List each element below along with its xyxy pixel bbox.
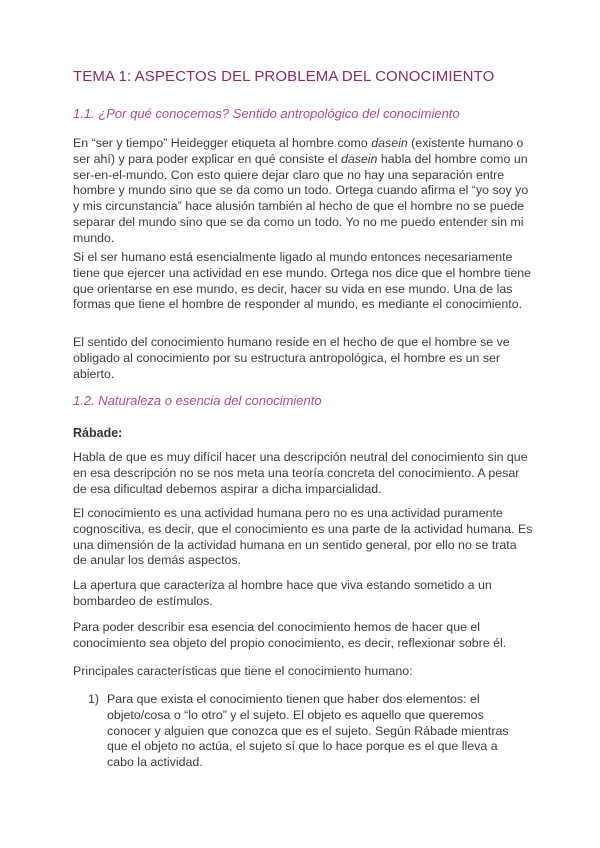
- paragraph-1: [73, 136, 533, 247]
- document-title: TEMA 1: ASPECTOS DEL PROBLEMA DEL CONOCIMIENTO: [73, 68, 495, 85]
- paragraph-2: Si el ser humano está esencialmente ligado al mundo entonces necesariamente tiene que ejercer una actividad en ese mundo. Ortega nos dice que el hombre tiene que orientarse en ese mundo, es decir, hacer su vida en ese mundo. Una de las formas que tiene el hombre de responder al mundo, es mediante el conocimiento.: [73, 250, 532, 312]
- p1-text-a: En “ser y tiempo” Heidegger etiqueta al hombre como: [73, 136, 372, 150]
- list-item: [88, 692, 533, 772]
- p1-text-c: (existente humano o ser ahí) y para poder explicar en qué consiste el: [73, 136, 524, 166]
- paragraph-6: La apertura que caracteriza al hombre hace que viva estando sometido a un bombardeo de estímulos.: [73, 578, 492, 608]
- paragraph-8: Principales características que tiene el conocimiento humano:: [73, 664, 413, 678]
- section-1-heading: [73, 106, 460, 121]
- p1-dasein-2: dasein: [340, 151, 378, 166]
- paragraph-7: Para poder describir esa esencia del conocimiento hemos de hacer que el conocimiento sea objeto del propio conocimiento, es decir, reflexionar sobre él.: [73, 620, 507, 650]
- p1-text-e: habla del hombre como un ser-en-el-mundo. Con esto quiere dejar claro que no hay una separación entre hombre y mundo sino que se da como un todo. Ortega cuando afirma el “yo soy yo y mis circunstancia” hace alusión también al hecho de que el hombre no se puede separar del mundo sino que se da como un todo. Yo no me puedo entender sin mi mundo.: [73, 151, 529, 245]
- rabade-heading: Rábade:: [73, 426, 123, 440]
- paragraph-4: Habla de que es muy difícil hacer una descripción neutral del conocimiento sin que en esa descripción no se nos meta una teoría concreta del conocimiento. A pesar de esa dificultad debemos aspirar a dicha imparcialidad.: [73, 450, 528, 496]
- p1-dasein-1: dasein: [371, 136, 408, 150]
- paragraph-5: El conocimiento es una actividad humana pero no es una actividad puramente cognoscitiva, es decir, que el conocimiento es una parte de la actividad humana. Es una dimensión de la actividad humana en un sentido general, por ello no se trata de anular los demás aspectos.: [73, 506, 533, 568]
- section-2-heading: [73, 393, 322, 408]
- section-2-number: 1.2.: [73, 393, 95, 408]
- section-1-number: 1.1.: [73, 106, 95, 121]
- section-2-title: Naturaleza o esencia del conocimiento: [94, 393, 322, 408]
- list-item-text: Para que exista el conocimiento tienen que haber dos elementos: el objeto/cosa o “lo otro” y el sujeto. El objeto es aquello que queremos conocer y alguien que conozca que es el sujeto. Según Rábade mientras que el objeto no actúa, el sujeto sí que lo hace porque es el que lleva a cabo la actividad.: [107, 692, 509, 770]
- list-item-marker: 1): [88, 692, 100, 706]
- section-1-title: ¿Por qué conocemos? Sentido antropológico del conocimiento: [98, 106, 460, 121]
- paragraph-3: El sentido del conocimiento humano reside en el hecho de que el hombre se ve obligado al conocimiento por su estructura antropológica, el hombre es un ser abierto.: [73, 335, 510, 381]
